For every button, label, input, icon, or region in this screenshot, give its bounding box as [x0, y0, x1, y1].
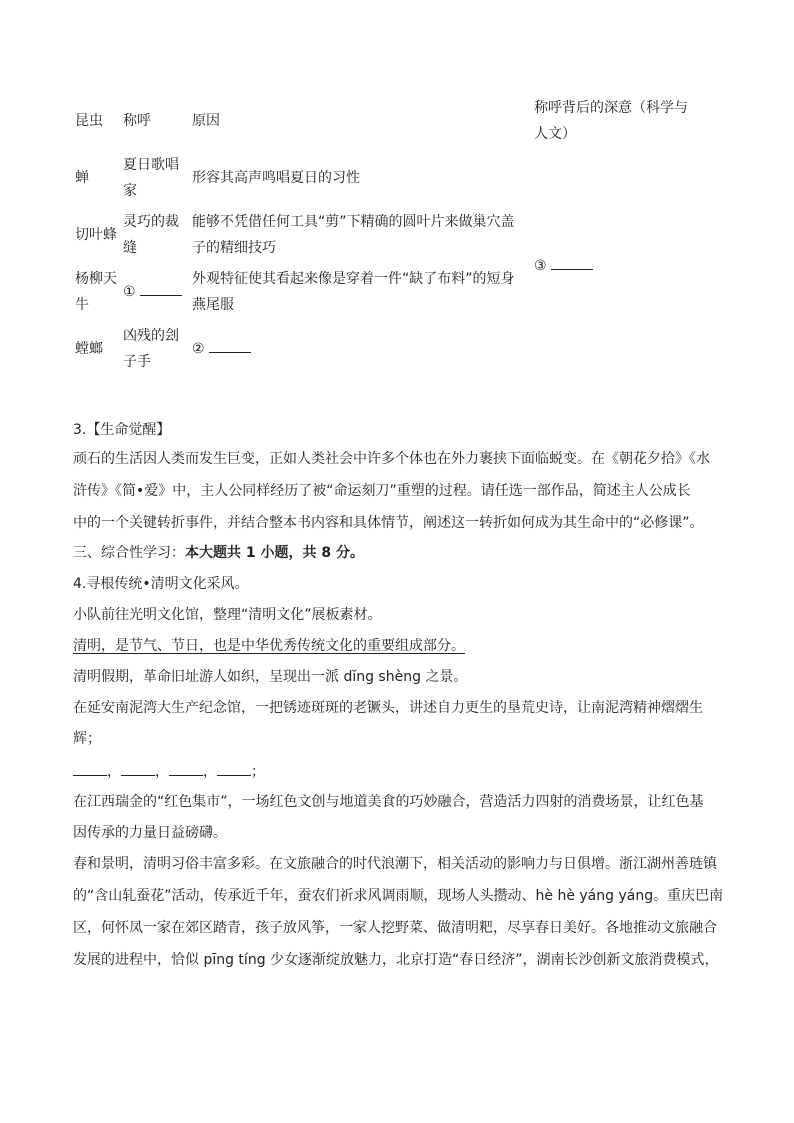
fill-in-blanks-row[interactable]: [73, 760, 265, 784]
table-row-reason-line1: 外观特征使其看起来像是穿着一件“缺了布料”的短身: [192, 271, 515, 287]
table-row-title-line2: 子手: [123, 354, 151, 370]
blank-line[interactable]: [169, 761, 203, 776]
question-3-text: 顽石的生活因人类而发生巨变，正如人类社会中许多个体也在外力裹挟下面临蜕变。在《朝花夕拾》《水: [73, 451, 710, 467]
paragraph-text: 的“含山轧蚕花”活动，传承近千年，蚕农们祈求风调雨顺，现场人头攒动、hè hè yáng yáng。重庆巴南: [73, 888, 724, 904]
question-3-heading: 3.【生命觉醒】: [73, 422, 171, 438]
header-title: 称呼: [123, 113, 151, 129]
header-meaning-line2: 人文）: [534, 126, 576, 142]
blank-line[interactable]: [73, 761, 107, 776]
table-row-reason-line2: 子的精细技巧: [192, 240, 276, 256]
answer-blank-1[interactable]: [123, 279, 182, 305]
answer-blank-2[interactable]: [192, 336, 251, 362]
comma: ，: [203, 764, 217, 780]
paragraph-text: 辉；: [73, 731, 101, 747]
section-heading-score: 本大题共 1 小题，共 8 分。: [185, 545, 364, 561]
blank-marker: ③: [534, 258, 547, 274]
comma: ，: [155, 764, 169, 780]
question-3-text: 浒传》《简•爱》中，主人公同样经历了被“命运刻刀”重塑的过程。请任选一部作品，简述主人公成长: [73, 483, 691, 499]
table-row-reason-line2: 燕尾服: [192, 297, 234, 313]
answer-blank-3[interactable]: [534, 253, 593, 279]
table-row-insect-line2: 牛: [75, 297, 89, 313]
paragraph-text: 发展的进程中，恰似 pīng tíng 少女逐渐绽放魅力，北京打造“春日经济”，湖南长沙创新文旅消费模式，: [73, 952, 719, 968]
paragraph-text: 春和景明，清明习俗丰富多彩。在文旅融合的时代浪潮下，相关活动的影响力与日俱增。浙江湖州善琏镇: [73, 856, 717, 872]
table-row-reason-line1: 能够不凭借任何工具“剪”下精确的圆叶片来做巢穴盖: [192, 214, 515, 230]
table-row-insect: 螳螂: [75, 341, 103, 357]
section-heading-prefix: 三、综合性学习：: [73, 545, 185, 561]
table-row-title-line1: 灵巧的裁: [123, 214, 179, 230]
table-row-insect: 切叶蜂: [75, 227, 117, 243]
underlined-sentence: 清明，是节气、节日，也是中华优秀传统文化的重要组成部分。: [73, 638, 465, 654]
table-row-title-line2: 缝: [123, 240, 137, 256]
semicolon: ；: [251, 764, 265, 780]
blank-marker: ②: [192, 341, 205, 357]
question-3-text: 中的一个关键转折事件，并结合整本书内容和具体情节，阐述这一转折如何成为其生命中的“必修课”。: [73, 515, 704, 531]
section-heading: [73, 541, 364, 565]
table-row-reason: 形容其高声鸣唱夏日的习性: [192, 170, 360, 186]
blank-line[interactable]: [217, 761, 251, 776]
comma: ，: [107, 764, 121, 780]
blank-line: [209, 338, 251, 353]
table-row-title-line1: 凶残的刽: [123, 328, 179, 344]
paragraph-text: 因传承的力量日益磅礴。: [73, 825, 227, 841]
header-reason: 原因: [192, 113, 220, 129]
question-4-heading: 4.寻根传统•清明文化采风。: [73, 576, 249, 592]
table-row-insect: 蝉: [75, 170, 89, 186]
blank-line: [140, 281, 182, 296]
paragraph-text: 在江西瑞金的“红色集市”，一场红色文创与地道美食的巧妙融合，营造活力四射的消费场景，让红色基: [73, 794, 704, 810]
header-meaning-line1: 称呼背后的深意（科学与: [534, 100, 688, 116]
blank-line: [551, 255, 593, 270]
question-4-intro: 小队前往光明文化馆，整理“清明文化”展板素材。: [73, 607, 382, 623]
table-row-title-line1: 夏日歌唱: [123, 157, 179, 173]
header-insect: 昆虫: [75, 113, 103, 129]
paragraph-text: 区，何怀凤一家在郊区踏青，孩子放风筝，一家人挖野菜、做清明粑，尽享春日美好。各地推动文旅融合: [73, 920, 717, 936]
table-row-insect-line1: 杨柳天: [75, 271, 117, 287]
table-row-title-line2: 家: [123, 183, 137, 199]
paragraph-text: 在延安南泥湾大生产纪念馆，一把锈迹斑斑的老镢头，讲述自力更生的垦荒史诗，让南泥湾精神熠熠生: [73, 700, 703, 716]
blank-line[interactable]: [121, 761, 155, 776]
blank-marker: ①: [123, 284, 136, 300]
paragraph-text: 清明假期，革命旧址游人如织，呈现出一派 dĭng shèng 之景。: [73, 669, 468, 685]
